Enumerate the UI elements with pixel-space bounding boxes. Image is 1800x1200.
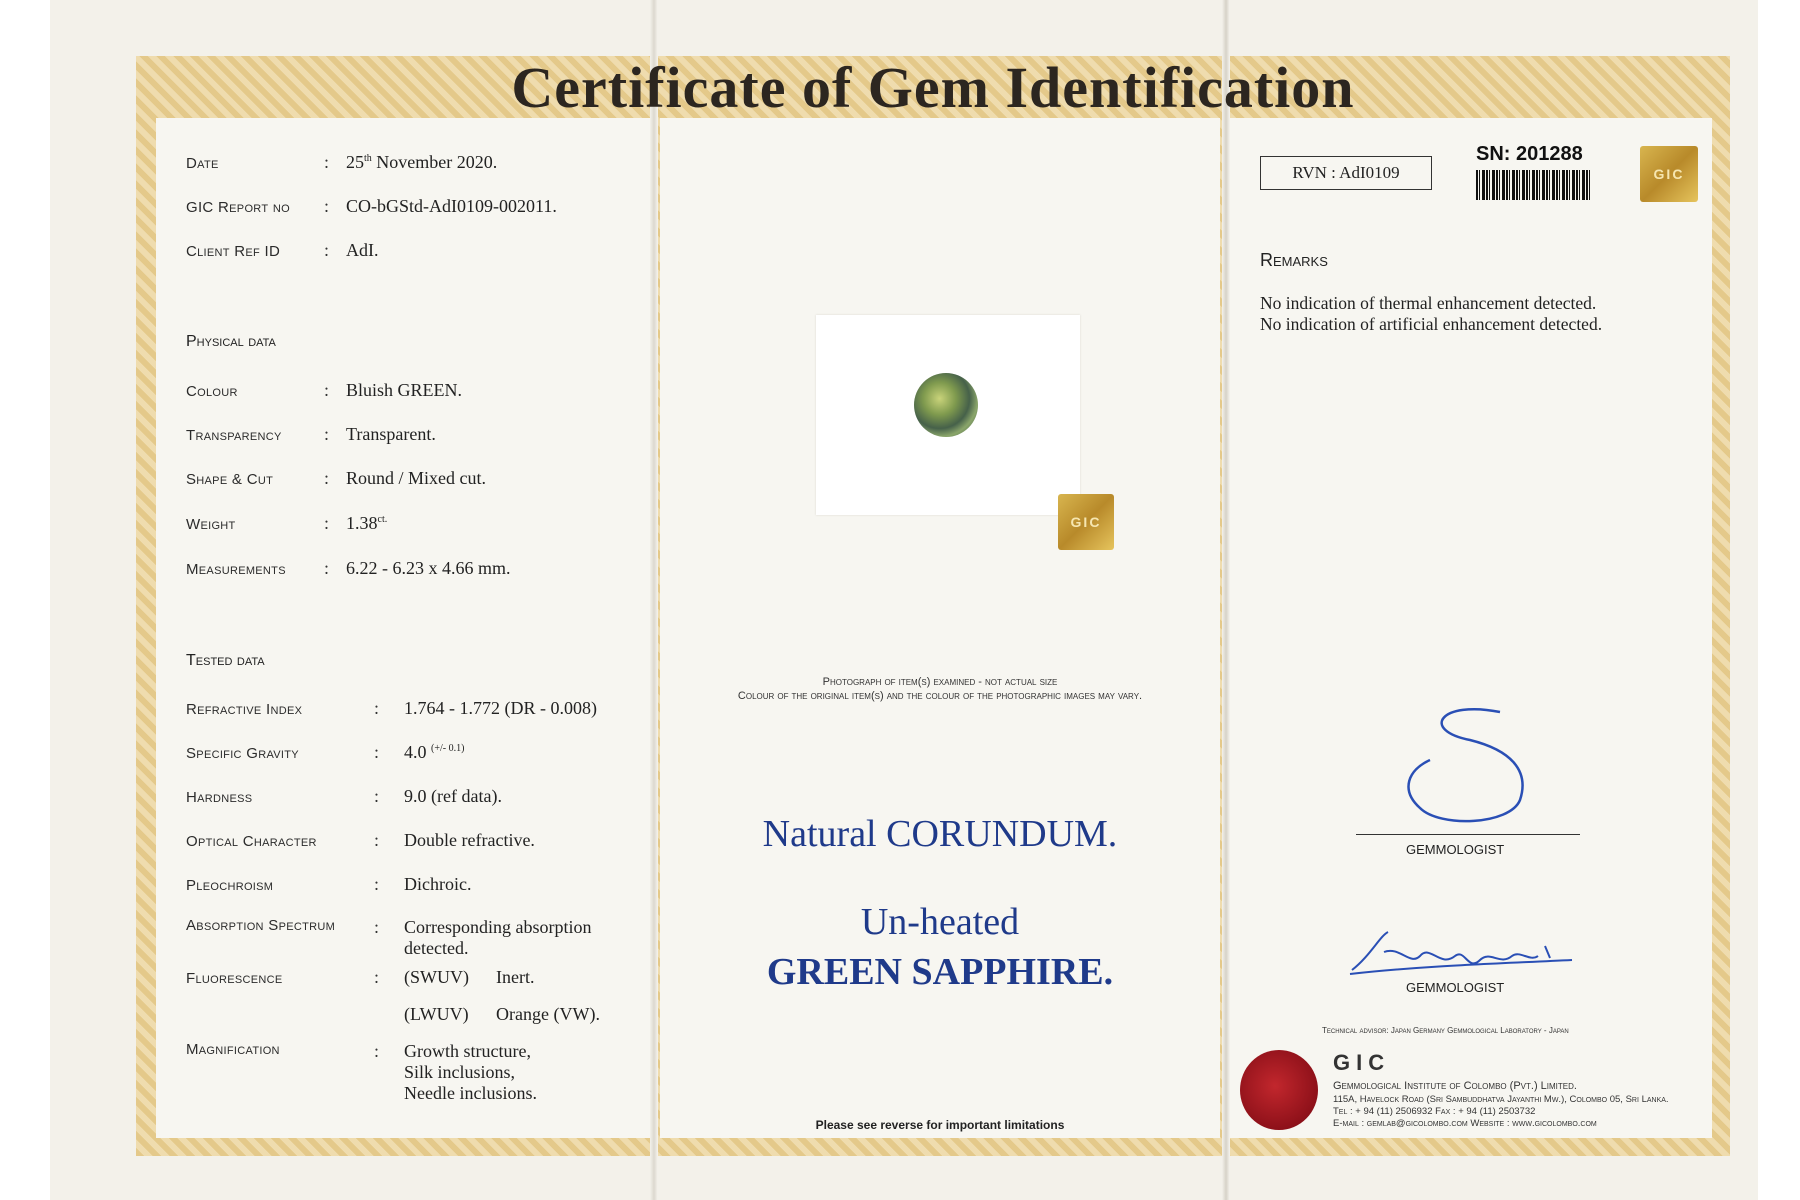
weight-row: Weight : $1.38^{ct.}$ — [186, 513, 388, 533]
hardness-row: Hardness : 9.0 (ref data). — [186, 786, 502, 806]
gemmologist-label: GEMMOLOGIST — [1406, 980, 1505, 995]
result-species: Natural CORUNDUM. — [762, 813, 1118, 855]
result-variety: GREEN SAPPHIRE. — [766, 951, 1114, 993]
remark-line: No indication of artificial enhancement detected. — [1260, 314, 1603, 334]
serial-number: SN: 201288 — [1476, 143, 1583, 165]
colour-row: Colour : Bluish GREEN. — [186, 380, 463, 400]
org-name: Gemmological Institute of Colombo (Pvt.) Limited. — [1333, 1080, 1577, 1092]
absorption-spectrum-row: Absorption Spectrum : Corresponding absorption detected. — [186, 917, 592, 958]
fold-line — [1222, 0, 1230, 1200]
org-address: 115A, Havelock Road (Sri Sambuddhatva Jayanthi Mw.), Colombo 05, Sri Lanka. — [1333, 1094, 1669, 1105]
signature-2 — [1340, 926, 1590, 986]
org-phone: Tel : + 94 (11) 2506932 Fax : + 94 (11) 2503732 — [1333, 1106, 1536, 1117]
signature-1 — [1380, 700, 1540, 830]
optical-character-row: Optical Character : Double refractive. — [186, 830, 535, 850]
report-no-row: GIC Report no : CO-bGStd-AdI0109-002011. — [186, 196, 557, 216]
remarks-heading: Remarks — [1260, 250, 1328, 270]
result-treatment: Un-heated — [860, 901, 1020, 943]
barcode — [1476, 170, 1590, 200]
limitations-note: Please see reverse for important limitations — [815, 1118, 1065, 1132]
fluorescence-row: Fluorescence : (SWUV) Inert. — [186, 967, 535, 987]
date-row: Date : 25th November 2020. — [186, 152, 498, 172]
fold-line — [650, 0, 658, 1200]
photo-caption-1: Photograph of item(s) examined - not actual size — [822, 676, 1058, 688]
fluorescence-lwuv-row: (LWUV) Orange (VW). — [404, 1004, 600, 1024]
photo-caption-2: Colour of the original item(s) and the colour of the photographic images may vary. — [737, 690, 1143, 702]
transparency-row: Transparency : Transparent. — [186, 424, 436, 444]
client-ref-row: Client Ref ID : AdI. — [186, 240, 379, 260]
org-email: E-mail : gemlab@gicolombo.com Website : www.gicolombo.com — [1333, 1118, 1597, 1129]
gic-hologram: GIC — [1640, 146, 1698, 202]
remark-line: No indication of thermal enhancement detected. — [1260, 293, 1597, 313]
measurements-row: Measurements : 6.22 - 6.23 x 4.66 mm. — [186, 558, 511, 578]
gem-photo — [914, 373, 978, 437]
tested-data-heading: Tested data — [186, 652, 265, 669]
gic-hologram: GIC — [1058, 494, 1114, 550]
physical-data-heading: Physical data — [186, 333, 276, 350]
signature-line — [1356, 834, 1580, 835]
specific-gravity-row: Specific Gravity : 4.0 $^{(+/- 0.1)}$ — [186, 742, 465, 762]
rvn-box: RVN : AdI0109 — [1260, 156, 1432, 190]
gemmologist-label: GEMMOLOGIST — [1406, 842, 1505, 857]
technical-advisor: Technical advisor: Japan Germany Gemmological Laboratory - Japan — [1322, 1026, 1569, 1035]
org-logo: GIC — [1333, 1050, 1391, 1075]
shape-cut-row: Shape & Cut : Round / Mixed cut. — [186, 468, 486, 488]
certificate-title: Certificate of Gem Identification — [511, 54, 1355, 120]
wax-seal — [1240, 1050, 1318, 1130]
pleochroism-row: Pleochroism : Dichroic. — [186, 874, 472, 894]
refractive-index-row: Refractive Index : 1.764 - 1.772 (DR - 0.008) — [186, 698, 597, 718]
magnification-row: Magnification : Growth structure, Silk inclusions, Needle inclusions. — [186, 1041, 537, 1103]
